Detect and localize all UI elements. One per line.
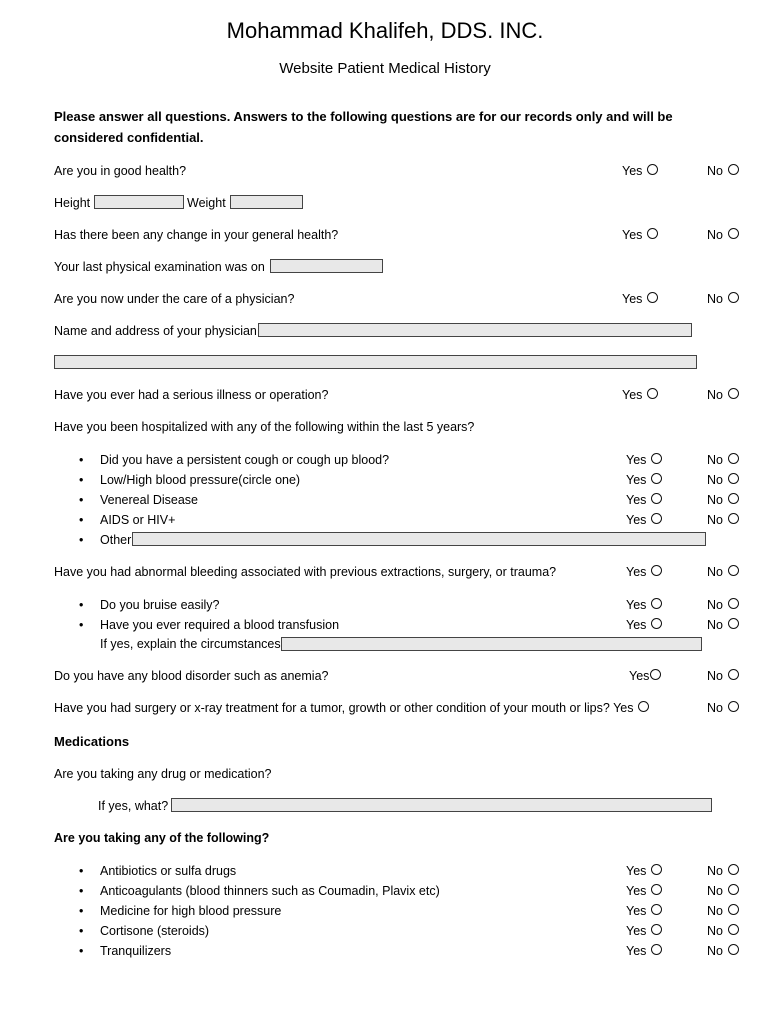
- no-radio[interactable]: [728, 701, 739, 712]
- yes-label: Yes: [626, 864, 647, 878]
- yes-radio[interactable]: [651, 513, 662, 524]
- yes-radio[interactable]: [651, 618, 662, 629]
- no-label: No: [707, 228, 723, 242]
- question-blood-disorder: Do you have any blood disorder such as anemia?: [54, 669, 329, 683]
- change-health-no[interactable]: [707, 228, 739, 242]
- practice-name: Mohammad Khalifeh, DDS. INC.: [226, 18, 544, 43]
- yes-radio[interactable]: [650, 669, 661, 680]
- no-label: No: [707, 701, 723, 715]
- venereal-yes[interactable]: [626, 493, 662, 507]
- yes-radio[interactable]: [651, 864, 662, 875]
- bullet-tranquilizers: • Tranquilizers: [100, 944, 171, 958]
- bruise-yes[interactable]: [626, 598, 662, 612]
- no-label: No: [707, 944, 723, 958]
- bullet-bruise: • Do you bruise easily?: [100, 598, 220, 612]
- yes-label: Yes: [622, 292, 643, 306]
- no-radio[interactable]: [728, 944, 739, 955]
- yes-radio[interactable]: [651, 598, 662, 609]
- yes-label: Yes: [626, 493, 647, 507]
- good-health-yes[interactable]: [622, 164, 658, 178]
- yes-radio[interactable]: [647, 292, 658, 303]
- form-title: Website Patient Medical History: [279, 60, 491, 77]
- yes-label: Yes: [622, 228, 643, 242]
- weight-field[interactable]: [230, 195, 303, 209]
- other-field[interactable]: [132, 532, 706, 546]
- yes-radio[interactable]: [651, 884, 662, 895]
- aids-yes[interactable]: [626, 513, 662, 527]
- last-exam-field[interactable]: [270, 259, 383, 273]
- anticoagulants-yes[interactable]: [626, 884, 662, 898]
- no-label: No: [707, 453, 723, 467]
- question-serious-illness: Have you ever had a serious illness or operation?: [54, 388, 329, 402]
- bullet-venereal: • Venereal Disease: [100, 493, 198, 507]
- intro-line-2: considered confidential.: [54, 130, 204, 145]
- no-label: No: [707, 924, 723, 938]
- yes-radio[interactable]: [651, 493, 662, 504]
- yes-label: Yes: [626, 904, 647, 918]
- no-radio[interactable]: [728, 388, 739, 399]
- question-hospitalized: Have you been hospitalized with any of the following within the last 5 years?: [54, 420, 475, 434]
- yes-radio[interactable]: [651, 944, 662, 955]
- surgery-xray-yes-radio[interactable]: [638, 701, 649, 712]
- surgery-xray-text: Have you had surgery or x-ray treatment for a tumor, growth or other condition of your mouth or lips? Yes: [54, 701, 634, 715]
- taking-following-heading: Are you taking any of the following?: [54, 831, 270, 845]
- no-radio[interactable]: [728, 924, 739, 935]
- question-under-care: Are you now under the care of a physician?: [54, 292, 295, 306]
- bp-medicine-yes[interactable]: [626, 904, 662, 918]
- yes-label: Yes: [622, 388, 643, 402]
- no-label: No: [707, 618, 723, 632]
- no-radio[interactable]: [728, 598, 739, 609]
- physician-address-field[interactable]: [54, 355, 697, 369]
- bullet-cough: • Did you have a persistent cough or cough up blood?: [100, 453, 389, 467]
- no-radio[interactable]: [728, 565, 739, 576]
- cough-yes[interactable]: [626, 453, 662, 467]
- yes-label: Yes: [626, 924, 647, 938]
- no-label: No: [707, 164, 723, 178]
- yes-radio[interactable]: [651, 924, 662, 935]
- yes-label: Yes: [626, 473, 647, 487]
- explain-label: If yes, explain the circumstances: [100, 637, 281, 651]
- yes-label: Yes: [626, 618, 647, 632]
- bullet-cortisone: • Cortisone (steroids): [100, 924, 209, 938]
- question-abnormal-bleeding: Have you had abnormal bleeding associated with previous extractions, surgery, or trauma?: [54, 565, 557, 579]
- cortisone-yes[interactable]: [626, 924, 662, 938]
- transfusion-yes[interactable]: [626, 618, 662, 632]
- no-label: No: [707, 565, 723, 579]
- yes-label: Yes: [626, 884, 647, 898]
- explain-field[interactable]: [281, 637, 702, 651]
- no-radio[interactable]: [728, 292, 739, 303]
- yes-radio[interactable]: [647, 164, 658, 175]
- no-label: No: [707, 669, 723, 683]
- if-yes-what-label: If yes, what?: [98, 799, 169, 813]
- surgery-xray-no[interactable]: [707, 701, 739, 715]
- last-exam-label: Your last physical examination was on: [54, 260, 265, 274]
- bullet-aids: • AIDS or HIV+: [100, 513, 175, 527]
- medication-field[interactable]: [171, 798, 712, 812]
- under-care-no[interactable]: [707, 292, 739, 306]
- yes-label: Yes: [626, 598, 647, 612]
- yes-label: Yes: [626, 453, 647, 467]
- antibiotics-yes[interactable]: [626, 864, 662, 878]
- no-radio[interactable]: [728, 513, 739, 524]
- yes-label: Yes: [626, 565, 647, 579]
- tranquilizers-no[interactable]: [707, 944, 739, 958]
- no-label: No: [707, 473, 723, 487]
- abnormal-bleeding-no[interactable]: [707, 565, 739, 579]
- no-radio[interactable]: [728, 864, 739, 875]
- good-health-no[interactable]: [707, 164, 739, 178]
- medications-heading: Medications: [54, 734, 130, 749]
- no-radio[interactable]: [728, 473, 739, 484]
- no-radio[interactable]: [728, 884, 739, 895]
- height-label: Height: [54, 196, 91, 210]
- no-radio[interactable]: [728, 904, 739, 915]
- serious-illness-no[interactable]: [707, 388, 739, 402]
- no-radio[interactable]: [728, 618, 739, 629]
- question-taking-drug: Are you taking any drug or medication?: [54, 767, 272, 781]
- no-label: No: [707, 513, 723, 527]
- no-radio[interactable]: [728, 164, 739, 175]
- under-care-yes[interactable]: [622, 292, 658, 306]
- yes-radio[interactable]: [651, 565, 662, 576]
- no-radio[interactable]: [728, 228, 739, 239]
- yes-label: Yes: [626, 944, 647, 958]
- cough-no[interactable]: [707, 453, 739, 467]
- no-label: No: [707, 598, 723, 612]
- yes-radio[interactable]: [651, 453, 662, 464]
- question-surgery-xray: [54, 701, 649, 715]
- serious-illness-yes[interactable]: [622, 388, 658, 402]
- physician-name-label: Name and address of your physician: [54, 324, 257, 338]
- yes-label: Yes: [629, 669, 650, 683]
- bullet-antibiotics: • Antibiotics or sulfa drugs: [100, 864, 236, 878]
- blood-disorder-no[interactable]: [707, 669, 739, 683]
- tranquilizers-yes[interactable]: [626, 944, 662, 958]
- no-radio[interactable]: [728, 453, 739, 464]
- yes-label: Yes: [626, 513, 647, 527]
- change-health-yes[interactable]: [622, 228, 658, 242]
- bullet-blood-pressure: • Low/High blood pressure(circle one): [100, 473, 300, 487]
- yes-radio[interactable]: [647, 388, 658, 399]
- no-label: No: [707, 493, 723, 507]
- bullet-bp-medicine: • Medicine for high blood pressure: [100, 904, 281, 918]
- no-label: No: [707, 292, 723, 306]
- question-good-health: Are you in good health?: [54, 164, 187, 178]
- cortisone-no[interactable]: [707, 924, 739, 938]
- height-field[interactable]: [94, 195, 184, 209]
- bullet-other: • Other: [100, 533, 131, 547]
- question-change-health: Has there been any change in your general health?: [54, 228, 339, 242]
- blood-pressure-no[interactable]: [707, 473, 739, 487]
- bullet-transfusion: • Have you ever required a blood transfusion: [100, 618, 339, 632]
- antibiotics-no[interactable]: [707, 864, 739, 878]
- anticoagulants-no[interactable]: [707, 884, 739, 898]
- yes-radio[interactable]: [651, 904, 662, 915]
- bullet-anticoagulants: • Anticoagulants (blood thinners such as Coumadin, Plavix etc): [100, 884, 440, 898]
- venereal-no[interactable]: [707, 493, 739, 507]
- yes-radio[interactable]: [647, 228, 658, 239]
- no-radio[interactable]: [728, 493, 739, 504]
- physician-name-field[interactable]: [258, 323, 692, 337]
- no-label: No: [707, 904, 723, 918]
- abnormal-bleeding-yes[interactable]: [626, 565, 662, 579]
- no-radio[interactable]: [728, 669, 739, 680]
- yes-radio[interactable]: [651, 473, 662, 484]
- weight-label: Weight: [187, 196, 226, 210]
- aids-no[interactable]: [707, 513, 739, 527]
- intro-line-1: Please answer all questions. Answers to the following questions are for our records only and will be: [54, 109, 673, 124]
- yes-label: Yes: [622, 164, 643, 178]
- blood-disorder-yes[interactable]: [629, 669, 661, 683]
- no-label: No: [707, 884, 723, 898]
- blood-pressure-yes[interactable]: [626, 473, 662, 487]
- no-label: No: [707, 864, 723, 878]
- transfusion-no[interactable]: [707, 618, 739, 632]
- no-label: No: [707, 388, 723, 402]
- bp-medicine-no[interactable]: [707, 904, 739, 918]
- bruise-no[interactable]: [707, 598, 739, 612]
